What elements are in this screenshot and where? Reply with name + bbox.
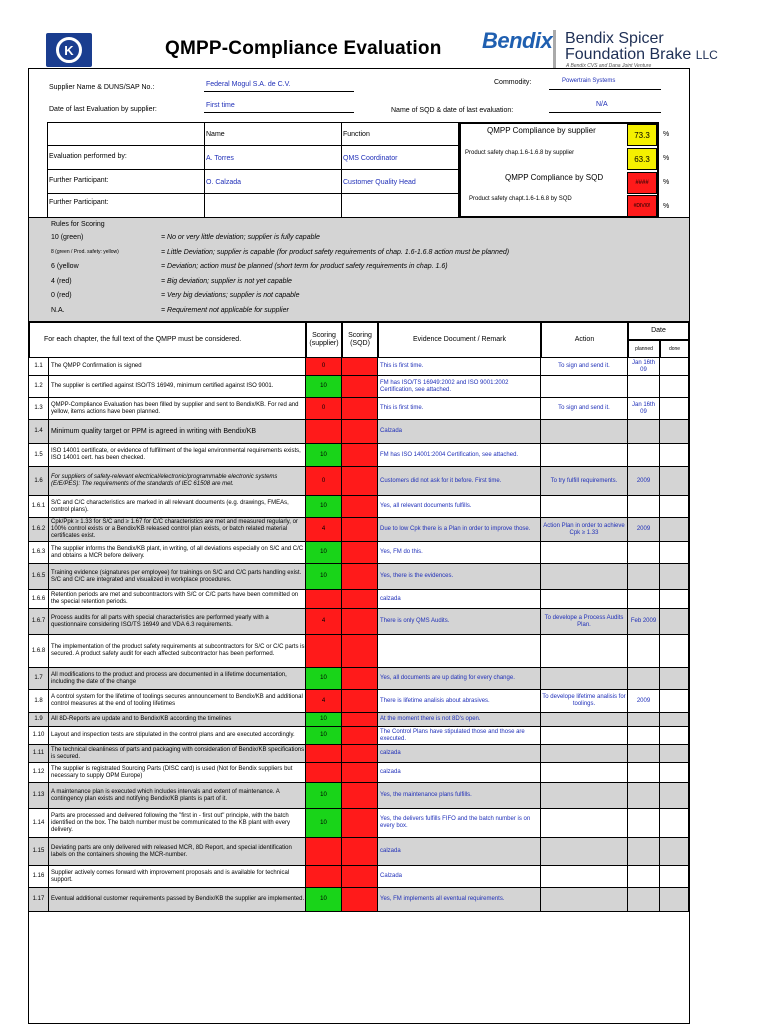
evidence-remark[interactable]: Yes, all relevant documents fulfills. <box>378 496 541 517</box>
table-row <box>29 496 689 518</box>
row-number: 1.6.1 <box>29 496 49 517</box>
requirement-text: The technical cleanliness of parts and packaging with consideration of Bendix/KB specifications is secured. <box>49 745 306 762</box>
action-text[interactable] <box>541 444 628 466</box>
k-ring-icon: K <box>56 37 82 63</box>
rule-text: = Little Deviation; supplier is capable (for product safety requirements of chap. 1.6-1.6.8 action must be planned) <box>161 248 510 256</box>
row-number: 1.6.3 <box>29 542 49 563</box>
evidence-remark[interactable]: Due to low Cpk there is a Plan in order to improve those. <box>378 518 541 541</box>
row-number: 1.15 <box>29 838 49 865</box>
row-number: 1.6.2 <box>29 518 49 541</box>
sqd-score[interactable] <box>342 745 378 762</box>
brand-line-2-text: Foundation Brake <box>565 46 692 63</box>
fp1-function[interactable]: Customer Quality Head <box>343 179 416 186</box>
fp1-label: Further Participant: <box>49 177 109 184</box>
row-number: 1.6.6 <box>29 590 49 608</box>
eval-by-label: Evaluation performed by: <box>49 153 127 160</box>
sqd-score[interactable] <box>342 866 378 887</box>
done-date[interactable] <box>660 609 689 634</box>
supplier-score[interactable]: 10 <box>306 727 342 744</box>
brand-line-2 <box>565 46 718 64</box>
action-text[interactable]: To develope a Process Audits Plan. <box>541 609 628 634</box>
evidence-remark[interactable]: Yes, all documents are up dating for every change. <box>378 668 541 689</box>
row-number: 1.3 <box>29 398 49 419</box>
planned-date[interactable]: Jan 16th 09 <box>628 398 660 419</box>
supplier-score[interactable]: 4 <box>306 690 342 712</box>
grid-line <box>47 193 459 194</box>
col-supplier: Scoring (supplier) <box>306 322 342 358</box>
scoring-rules <box>29 217 689 322</box>
rule-text: = Big deviation; supplier is not yet capable <box>161 277 292 285</box>
done-date[interactable] <box>660 358 689 375</box>
sqd-label: Name of SQD & date of last evaluation: <box>391 107 514 114</box>
rule-text: = No or very little deviation; supplier is fully capable <box>161 234 320 241</box>
supplier-label: Supplier Name & DUNS/SAP No.: <box>49 84 155 91</box>
evaluation-sheet <box>28 68 690 1024</box>
col-evidence: Evidence Document / Remark <box>378 322 541 358</box>
grid-line <box>341 122 342 218</box>
done-date[interactable] <box>660 420 689 443</box>
table-row <box>29 809 689 838</box>
planned-date[interactable] <box>628 809 660 837</box>
done-date[interactable] <box>660 866 689 887</box>
done-date[interactable] <box>660 444 689 466</box>
planned-date[interactable] <box>628 727 660 744</box>
action-text[interactable] <box>541 635 628 667</box>
done-date[interactable] <box>660 763 689 782</box>
supplier-score[interactable] <box>306 745 342 762</box>
col-done: done <box>660 340 689 358</box>
planned-date[interactable] <box>628 888 660 911</box>
requirement-text: All 8D-Reports are update and to Bendix/KB according the timelines <box>49 713 306 726</box>
rules-title: Rules for Scoring <box>51 221 105 228</box>
supplier-score[interactable]: 10 <box>306 668 342 689</box>
table-row <box>29 888 689 912</box>
grid-line <box>47 145 459 146</box>
planned-date[interactable] <box>628 745 660 762</box>
col-action: Action <box>541 322 628 358</box>
supplier-score[interactable]: 10 <box>306 783 342 808</box>
supplier-score[interactable] <box>306 866 342 887</box>
col-date: Date <box>628 322 689 340</box>
bendix-logo: Bendix <box>482 28 553 53</box>
requirement-text: Retention periods are met and subcontractors with S/C or C/C parts have been committed on the special retention periods. <box>49 590 306 608</box>
knorr-bremse-logo <box>46 33 92 67</box>
table-row <box>29 444 689 467</box>
row-number: 1.4 <box>29 420 49 443</box>
page-header <box>0 0 768 68</box>
requirement-text: Training evidence (signatures per employee) for trainings on S/C and C/C parts handling exist. S/C and C/C are integrated and visualized in workplace procedures. <box>49 564 306 589</box>
evidence-remark[interactable]: This is first time. <box>378 358 541 375</box>
table-row <box>29 542 689 564</box>
action-text[interactable] <box>541 809 628 837</box>
done-date[interactable] <box>660 590 689 608</box>
action-text[interactable]: Action Plan in order to achieve Cpk ≥ 1.33 <box>541 518 628 541</box>
planned-date[interactable]: Jan 16th 09 <box>628 358 660 375</box>
planned-date[interactable] <box>628 496 660 517</box>
action-text[interactable] <box>541 783 628 808</box>
action-text[interactable]: To sign and send it. <box>541 398 628 419</box>
planned-date[interactable] <box>628 444 660 466</box>
action-text[interactable]: To sign and send it. <box>541 358 628 375</box>
pct-1: % <box>663 131 670 138</box>
last-eval-value[interactable]: First time <box>206 102 235 109</box>
supplier-score[interactable] <box>306 838 342 865</box>
requirement-text: Parts are processed and delivered following the "first in - first out" principle, with the batch identified on the box. The batch number must be communicated to the KB plant with every delivery. <box>49 809 306 837</box>
evidence-remark[interactable]: Yes, FM implements all eventual requirements. <box>378 888 541 911</box>
action-text[interactable] <box>541 376 628 397</box>
rule-text: = Requirement not applicable for supplier <box>161 306 289 314</box>
evidence-remark[interactable]: Yes, the maintenance plans fulfills. <box>378 783 541 808</box>
rule-score: N.A. <box>51 306 65 314</box>
sqd-score[interactable] <box>342 727 378 744</box>
evidence-remark[interactable] <box>378 635 541 667</box>
done-date[interactable] <box>660 809 689 837</box>
fp1-name[interactable]: O. Calzada <box>206 179 242 186</box>
requirement-text: Cpk/Ppk ≥ 1.33 for S/C and ≥ 1.67 for C/C characteristics are met and measured regularly, or 100% control exists or a Bendix/KB released control plan exists, or batch related material certificates exist. <box>49 518 306 541</box>
pct-4: % <box>663 203 670 210</box>
pct-2: % <box>663 155 670 162</box>
last-eval-label: Date of last Evaluation by supplier: <box>49 106 157 113</box>
action-text[interactable] <box>541 668 628 689</box>
table-row <box>29 713 689 727</box>
action-text[interactable] <box>541 745 628 762</box>
sqd-score[interactable] <box>342 668 378 689</box>
sqd-score[interactable] <box>342 609 378 634</box>
planned-date[interactable]: 2009 <box>628 467 660 495</box>
supplier-score[interactable]: 10 <box>306 376 342 397</box>
planned-date[interactable]: 2009 <box>628 518 660 541</box>
evidence-remark[interactable]: Yes, there is the evidences. <box>378 564 541 589</box>
evidence-remark[interactable]: calzada <box>378 838 541 865</box>
sqd-score[interactable] <box>342 690 378 712</box>
brand-line-1: Bendix Spicer <box>565 30 664 47</box>
done-date[interactable] <box>660 542 689 563</box>
planned-date[interactable] <box>628 866 660 887</box>
row-number: 1.17 <box>29 888 49 911</box>
row-number: 1.10 <box>29 727 49 744</box>
action-text[interactable] <box>541 866 628 887</box>
brand-llc: LLC <box>695 48 718 62</box>
evidence-remark[interactable]: Yes, FM do this. <box>378 542 541 563</box>
table-row <box>29 635 689 668</box>
evidence-remark[interactable]: Calzada <box>378 420 541 443</box>
evidence-remark[interactable]: calzada <box>378 590 541 608</box>
done-date[interactable] <box>660 727 689 744</box>
sqd-score[interactable] <box>342 763 378 782</box>
grid-line <box>47 169 459 170</box>
row-number: 1.11 <box>29 745 49 762</box>
action-text[interactable] <box>541 590 628 608</box>
supplier-score[interactable] <box>306 763 342 782</box>
eval-by-name[interactable]: A. Torres <box>206 155 234 162</box>
action-text[interactable] <box>541 542 628 563</box>
commodity-label: Commodity: <box>494 79 532 86</box>
sqd-score[interactable] <box>342 398 378 419</box>
requirement-text: Deviating parts are only delivered with released MCR, 8D Report, and special identification labels on the containers showing the MCR-number. <box>49 838 306 865</box>
supplier-score[interactable]: 10 <box>306 542 342 563</box>
col-planned: planned <box>628 340 660 358</box>
underline <box>549 112 661 113</box>
qmpp-sqd-label: QMPP Compliance by SQD <box>505 173 604 182</box>
supplier-score[interactable]: 10 <box>306 888 342 911</box>
table-row <box>29 518 689 542</box>
rule-score: 0 (red) <box>51 292 72 299</box>
requirement-text: The supplier is certified against ISO/TS 16949, minimum certified against ISO 9001. <box>49 376 306 397</box>
qmpp-sqd-value: #### <box>627 172 657 194</box>
row-number: 1.7 <box>29 668 49 689</box>
planned-date[interactable] <box>628 590 660 608</box>
done-date[interactable] <box>660 745 689 762</box>
requirement-text: ISO 14001 certificate, or evidence of fulfillment of the legal environmental requirements exists, ISO 14001 cert. has been checked. <box>49 444 306 466</box>
qmpp-supplier-label: QMPP Compliance by supplier <box>487 126 596 135</box>
qmpp-supplier-value: 73.3 <box>627 124 657 146</box>
done-date[interactable] <box>660 467 689 495</box>
col-sqd: Scoring (SQD) <box>342 322 378 358</box>
planned-date[interactable] <box>628 838 660 865</box>
action-text[interactable]: To try fulfill requirements. <box>541 467 628 495</box>
sqd-score[interactable] <box>342 838 378 865</box>
supplier-score[interactable]: 4 <box>306 609 342 634</box>
planned-date[interactable] <box>628 635 660 667</box>
table-row <box>29 838 689 866</box>
rule-score: 4 (red) <box>51 277 72 285</box>
row-number: 1.5 <box>29 444 49 466</box>
requirement-text: All modifications to the product and process are documented in a lifetime documentation, including the date of the change <box>49 668 306 689</box>
supplier-info-section <box>29 69 689 219</box>
table-row <box>29 763 689 783</box>
table-row <box>29 783 689 809</box>
evidence-remark[interactable]: This is first time. <box>378 398 541 419</box>
prod-supplier-label: Product safety chap.1.6-1.6.8 by supplier <box>465 150 575 156</box>
function-col-header: Function <box>343 131 370 138</box>
requirement-text: For suppliers of safety-relevant electrical/electronic/programmable electronic systems (E/E/PES): The requirements of the standards of IEC 61508 are met. <box>49 467 306 495</box>
evidence-remark[interactable]: There is only QMS Audits. <box>378 609 541 634</box>
supplier-score[interactable] <box>306 420 342 443</box>
table-row <box>29 668 689 690</box>
done-date[interactable] <box>660 398 689 419</box>
row-number: 1.9 <box>29 713 49 726</box>
done-date[interactable] <box>660 496 689 517</box>
sqd-score[interactable] <box>342 888 378 911</box>
supplier-score[interactable]: 4 <box>306 518 342 541</box>
table-row <box>29 376 689 398</box>
evidence-remark[interactable]: Calzada <box>378 866 541 887</box>
row-number: 1.12 <box>29 763 49 782</box>
table-row <box>29 467 689 496</box>
sqd-score[interactable] <box>342 420 378 443</box>
row-number: 1.2 <box>29 376 49 397</box>
sqd-score[interactable] <box>342 358 378 375</box>
row-number: 1.6.7 <box>29 609 49 634</box>
requirement-text: The implementation of the product safety requirements at subcontractors for S/C or C/C parts is secured. A product safety audit for each affected subcontractor has been performed. <box>49 635 306 667</box>
evidence-remark[interactable]: Customers did not ask for it before. First time. <box>378 467 541 495</box>
table-row <box>29 590 689 609</box>
requirement-text: Supplier actively comes forward with improvement proposals and is available for technical support. <box>49 866 306 887</box>
sqd-score[interactable] <box>342 635 378 667</box>
requirement-text: Minimum quality target or PPM is agreed in writing with Bendix/KB <box>49 420 306 443</box>
row-number: 1.16 <box>29 866 49 887</box>
underline <box>204 91 354 92</box>
done-date[interactable] <box>660 668 689 689</box>
supplier-score[interactable] <box>306 590 342 608</box>
rule-text: = Very big deviations; supplier is not capable <box>161 292 300 299</box>
supplier-score[interactable]: 0 <box>306 358 342 375</box>
requirement-text: Eventual additional customer requirements passed by Bendix/KB the supplier are implemented. <box>49 888 306 911</box>
action-text[interactable] <box>541 496 628 517</box>
supplier-score[interactable]: 0 <box>306 467 342 495</box>
sqd-score[interactable] <box>342 590 378 608</box>
action-text[interactable] <box>541 564 628 589</box>
row-number: 1.14 <box>29 809 49 837</box>
planned-date[interactable] <box>628 763 660 782</box>
pct-3: % <box>663 179 670 186</box>
page-title: QMPP-Compliance Evaluation <box>165 38 442 59</box>
name-col-header: Name <box>206 131 225 138</box>
done-date[interactable] <box>660 783 689 808</box>
table-row <box>29 609 689 635</box>
requirement-text: The QMPP Confirmation is signed <box>49 358 306 375</box>
underline <box>204 112 354 113</box>
prod-sqd-label: Product safety chapt.1.6-1.6.8 by SQD <box>469 196 572 202</box>
planned-date[interactable] <box>628 542 660 563</box>
action-text[interactable] <box>541 888 628 911</box>
supplier-score[interactable]: 10 <box>306 444 342 466</box>
table-row <box>29 398 689 420</box>
commodity-value[interactable]: Powertrain Systems <box>562 78 616 84</box>
supplier-score[interactable]: 10 <box>306 564 342 589</box>
evidence-remark[interactable]: FM has ISO 14001:2004 Certification, see attached. <box>378 444 541 466</box>
requirement-text: Process audits for all parts with special characteristics are performed yearly with a questionnaire considering ISO/TS 16949 and VDA 6.3 requirements. <box>49 609 306 634</box>
sqd-score[interactable] <box>342 496 378 517</box>
planned-date[interactable]: 2009 <box>628 690 660 712</box>
requirement-text: A maintenance plan is executed which includes intervals and extent of maintenance. A contingency plan exists and notifying Bendix/KB plants is part of it. <box>49 783 306 808</box>
done-date[interactable] <box>660 518 689 541</box>
prod-supplier-value: 63.3 <box>627 148 657 170</box>
action-text[interactable] <box>541 727 628 744</box>
action-text[interactable] <box>541 838 628 865</box>
evidence-remark[interactable]: The Control Plans have stipulated those and those are executed. <box>378 727 541 744</box>
table-row <box>29 358 689 376</box>
sqd-score[interactable] <box>342 783 378 808</box>
action-text[interactable] <box>541 763 628 782</box>
table-row <box>29 420 689 444</box>
requirement-text: QMPP-Compliance Evaluation has been filled by supplier and sent to Bendix/KB. For red and yellow, items actions have been planned. <box>49 398 306 419</box>
action-text[interactable]: To develope lifetime analisis for toolings. <box>541 690 628 712</box>
planned-date[interactable] <box>628 564 660 589</box>
table-row <box>29 866 689 888</box>
row-number: 1.6 <box>29 467 49 495</box>
evidence-remark[interactable]: Yes, the delivers fulfills FIFO and the batch number is on every box. <box>378 809 541 837</box>
rule-text: = Deviation; action must be planned (short term for product safety requirements in chap. 1.6) <box>161 263 448 270</box>
planned-date[interactable] <box>628 713 660 726</box>
sqd-score[interactable] <box>342 444 378 466</box>
sqd-score[interactable] <box>342 518 378 541</box>
sqd-score[interactable] <box>342 713 378 726</box>
row-number: 1.1 <box>29 358 49 375</box>
requirement-text: A control system for the lifetime of toolings secures announcement to Bendix/KB and additional control measures at the end of tooling lifetimes <box>49 690 306 712</box>
sqd-score[interactable] <box>342 467 378 495</box>
done-date[interactable] <box>660 888 689 911</box>
planned-date[interactable] <box>628 376 660 397</box>
row-number: 1.6.5 <box>29 564 49 589</box>
brand-subtitle: A Bendix CVS and Dana Joint Venture <box>566 63 652 69</box>
done-date[interactable] <box>660 564 689 589</box>
chapter-note: For each chapter, the full text of the QMPP must be considered. <box>29 322 306 358</box>
row-number: 1.8 <box>29 690 49 712</box>
row-number: 1.13 <box>29 783 49 808</box>
sqd-score[interactable] <box>342 564 378 589</box>
planned-date[interactable] <box>628 783 660 808</box>
evidence-remark[interactable]: There is lifetime analisis about abrasives. <box>378 690 541 712</box>
eval-by-function[interactable]: QMS Coordinator <box>343 155 398 162</box>
done-date[interactable] <box>660 635 689 667</box>
evidence-remark[interactable]: calzada <box>378 763 541 782</box>
supplier-score[interactable]: 10 <box>306 713 342 726</box>
requirement-text: The supplier informs the Bendix/KB plant, in writing, of all deviations especially on S/C and C/C and obtains a MCR before delivery. <box>49 542 306 563</box>
done-date[interactable] <box>660 376 689 397</box>
sqd-score[interactable] <box>342 809 378 837</box>
requirement-text: Layout and inspection tests are stipulated in the control plans and are executed accordingly. <box>49 727 306 744</box>
evidence-remark[interactable]: At the moment there is not 8D's open. <box>378 713 541 726</box>
action-text[interactable] <box>541 713 628 726</box>
table-row <box>29 727 689 745</box>
sqd-score[interactable] <box>342 542 378 563</box>
supplier-score[interactable]: 10 <box>306 496 342 517</box>
supplier-score[interactable]: 0 <box>306 398 342 419</box>
done-date[interactable] <box>660 713 689 726</box>
evidence-remark[interactable]: calzada <box>378 745 541 762</box>
action-text[interactable] <box>541 420 628 443</box>
evidence-remark[interactable]: FM has ISO/TS 16949:2002 and ISO 9001:2002 Certification, see attached. <box>378 376 541 397</box>
requirement-text: The supplier is registrated Sourcing Parts (DISC card) is used (Not for Bendix suppliers but necessary to supply OPM Europe) <box>49 763 306 782</box>
supplier-score[interactable]: 10 <box>306 809 342 837</box>
requirement-text: S/C and C/C characteristics are marked in all relevant documents (e.g. drawings, FMEAs, control plans). <box>49 496 306 517</box>
prod-sqd-value: #DIV/0! <box>627 195 657 217</box>
underline <box>549 89 661 90</box>
planned-date[interactable]: Feb 2009 <box>628 609 660 634</box>
rule-score: 8 (green / Prod. safety: yellow) <box>51 248 119 255</box>
sqd-score[interactable] <box>342 376 378 397</box>
logo-divider <box>553 30 556 68</box>
row-number: 1.6.8 <box>29 635 49 667</box>
rule-score: 6 (yellow <box>51 263 79 270</box>
table-row <box>29 745 689 763</box>
sqd-value[interactable]: N/A <box>596 101 608 108</box>
planned-date[interactable] <box>628 668 660 689</box>
fp2-label: Further Participant: <box>49 199 109 206</box>
supplier-value[interactable]: Federal Mogul S.A. de C.V. <box>206 81 291 88</box>
supplier-score[interactable] <box>306 635 342 667</box>
grid-line <box>204 122 205 218</box>
table-row <box>29 690 689 713</box>
done-date[interactable] <box>660 690 689 712</box>
planned-date[interactable] <box>628 420 660 443</box>
table-row <box>29 564 689 590</box>
done-date[interactable] <box>660 838 689 865</box>
rule-score: 10 (green) <box>51 234 84 241</box>
